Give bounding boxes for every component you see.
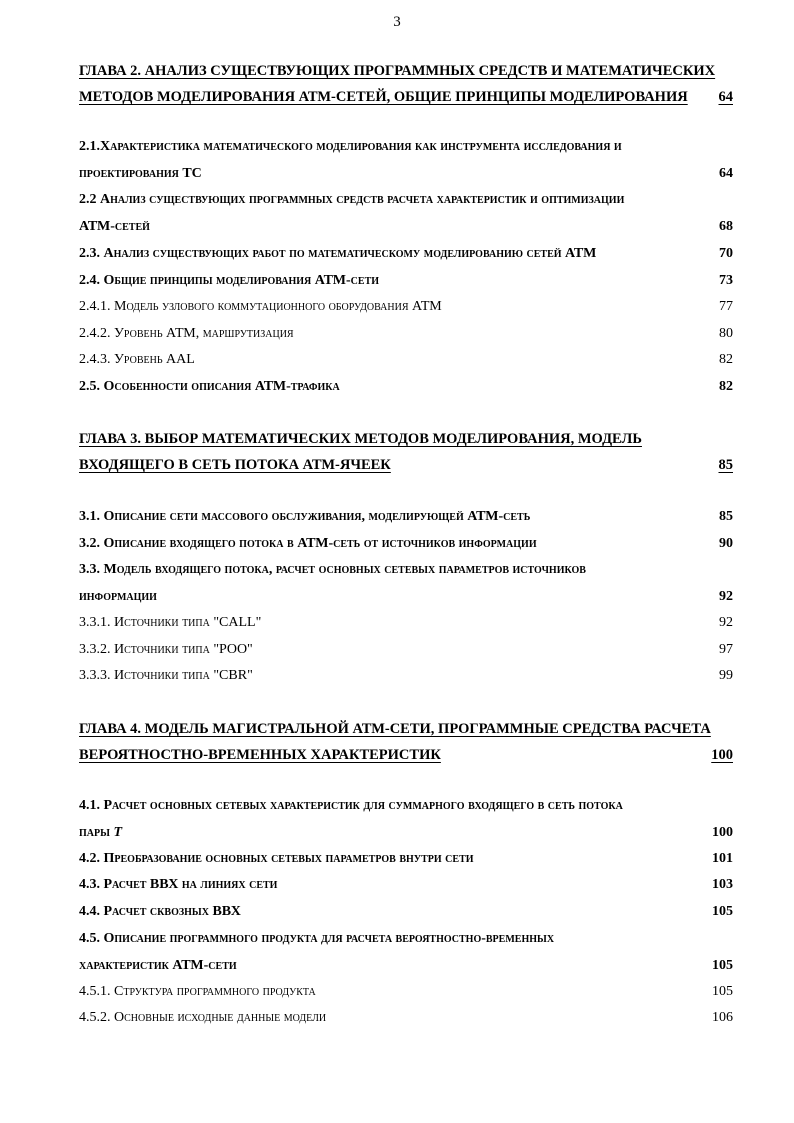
toc-entry-title: 3.3.2. Источники типа "POO" [79,642,253,657]
toc-entry-title: 4.5.2. Основные исходные данные модели [79,1010,327,1025]
chapter-2-title-line2: МЕТОДОВ МОДЕЛИРОВАНИЯ АТМ-СЕТЕЙ, ОБЩИЕ ПРИНЦИПЫ МОДЕЛИРОВАНИЯ [79,89,688,105]
toc-entry-title: 2.1.Характеристика математического моделирования как инструмента исследования и [79,139,622,154]
toc-entry-title: 4.5.1. Структура программного продукта [79,984,316,999]
chapter-2-page: 64 [718,89,733,105]
toc-entry-page: 82 [719,379,733,394]
toc-entry-title: 3.2. Описание входящего потока в АТМ-сеть от источников информации [79,536,537,551]
toc-entry-page: 105 [712,958,733,973]
toc-entry-page: 101 [712,851,733,866]
toc-entry-title: 3.3. Модель входящего потока, расчет основных сетевых параметров источников [79,562,586,577]
toc-entry-3-3-1[interactable] [79,609,733,636]
toc-entry-title: 4.3. Расчет ВВХ на линиях сети [79,877,278,892]
toc-entry-page: 68 [719,219,733,234]
toc-entry-4-2[interactable] [79,845,733,872]
chapter-4-title-line1: ГЛАВА 4. МОДЕЛЬ МАГИСТРАЛЬНОЙ АТМ-СЕТИ, ПРОГРАММНЫЕ СРЕДСТВА РАСЧЕТА [79,721,711,737]
toc-entry-title: 2.4. Общие принципы моделирования АТМ-сети [79,273,380,288]
toc-entry-3-2[interactable] [79,530,733,557]
toc-entry-page: 103 [712,877,733,892]
toc-entry-4-5[interactable] [79,925,733,979]
toc-entry-italic-symbol: T [113,825,122,840]
toc-entry-page: 92 [719,615,733,630]
toc-entry-page: 64 [719,166,733,181]
chapter-3-page: 85 [718,457,733,473]
toc-entry-2-4[interactable] [79,267,733,294]
toc-entry-2-4-3[interactable] [79,346,733,373]
toc-entry-title: 2.3. Анализ существующих работ по математическому моделированию сетей АТМ [79,246,597,261]
toc-entry-title: 3.3.1. Источники типа "CALL" [79,615,262,630]
toc-entry-page: 85 [719,509,733,524]
toc-entry-3-1[interactable] [79,503,733,530]
toc-entry-4-1[interactable] [79,792,733,846]
toc-entry-2-5[interactable] [79,373,733,400]
chapter-3-heading[interactable] [79,426,733,478]
toc-entry-title: 2.4.2. Уровень АТМ, маршрутизация [79,326,294,341]
toc-entry-2-3[interactable] [79,240,733,267]
toc-entry-title: АТМ-сетей [79,219,150,234]
toc-entry-page: 92 [719,589,733,604]
toc-entry-page: 82 [719,352,733,367]
toc-entry-title: 4.4. Расчет сквозных ВВХ [79,904,241,919]
toc-entry-title: 2.4.3. Уровень AAL [79,352,195,367]
toc-entry-page: 105 [712,984,733,999]
toc-entry-2-4-2[interactable] [79,320,733,347]
toc-entry-2-4-1[interactable] [79,293,733,320]
toc-entry-title: характеристик АТМ-сети [79,958,237,973]
toc-entry-3-3-2[interactable] [79,636,733,663]
toc-entry-title: 2.2 Анализ существующих программных средств расчета характеристик и оптимизации [79,192,625,207]
toc-entry-title: 4.1. Расчет основных сетевых характеристик для суммарного входящего в сеть потока [79,798,623,813]
toc-entry-title: 2.5. Особенности описания АТМ-трафика [79,379,340,394]
toc-entry-title: проектирования ТС [79,166,202,181]
chapter-4-title-line2: ВЕРОЯТНОСТНО-ВРЕМЕННЫХ ХАРАКТЕРИСТИК [79,747,441,763]
toc-entry-page: 100 [712,825,733,840]
chapter-2-heading[interactable] [79,58,733,110]
toc-entry-title: 3.1. Описание сети массового обслуживания, моделирующей АТМ-сеть [79,509,531,524]
toc-entry-4-5-1[interactable] [79,978,733,1005]
toc-entry-page: 90 [719,536,733,551]
toc-entry-4-4[interactable] [79,898,733,925]
toc-entry-3-3-3[interactable] [79,662,733,689]
toc-entry-page: 99 [719,668,733,683]
toc-entry-title: 4.2. Преобразование основных сетевых параметров внутри сети [79,851,474,866]
chapter-3-title-line1: ГЛАВА 3. ВЫБОР МАТЕМАТИЧЕСКИХ МЕТОДОВ МОДЕЛИРОВАНИЯ, МОДЕЛЬ [79,431,642,447]
toc-entry-4-5-2[interactable] [79,1004,733,1031]
chapter-4-heading[interactable] [79,716,733,768]
toc-entry-page: 106 [712,1010,733,1025]
toc-entry-title: 4.5. Описание программного продукта для расчета вероятностно-временных [79,931,555,946]
toc-entry-page: 70 [719,246,733,261]
page-number: 3 [393,14,401,30]
toc-entry-title: информации [79,589,157,604]
chapter-2-title-line1: ГЛАВА 2. АНАЛИЗ СУЩЕСТВУЮЩИХ ПРОГРАММНЫХ СРЕДСТВ И МАТЕМАТИЧЕСКИХ [79,63,716,79]
toc-entry-page: 105 [712,904,733,919]
toc-entry-2-1[interactable] [79,133,733,187]
toc-entry-page: 80 [719,326,733,341]
toc-entry-page: 77 [719,299,733,314]
toc-entry-title: пары [79,825,110,840]
toc-entry-2-2[interactable] [79,186,733,240]
chapter-4-page: 100 [711,747,733,763]
toc-entry-3-3[interactable] [79,556,733,610]
toc-entry-page: 97 [719,642,733,657]
toc-entry-page: 73 [719,273,733,288]
chapter-3-title-line2: ВХОДЯЩЕГО В СЕТЬ ПОТОКА АТМ-ЯЧЕЕК [79,457,391,473]
toc-entry-title: 2.4.1. Модель узлового коммутационного оборудования АТМ [79,299,442,314]
toc-entry-4-3[interactable] [79,871,733,898]
toc-entry-title: 3.3.3. Источники типа "CBR" [79,668,253,683]
